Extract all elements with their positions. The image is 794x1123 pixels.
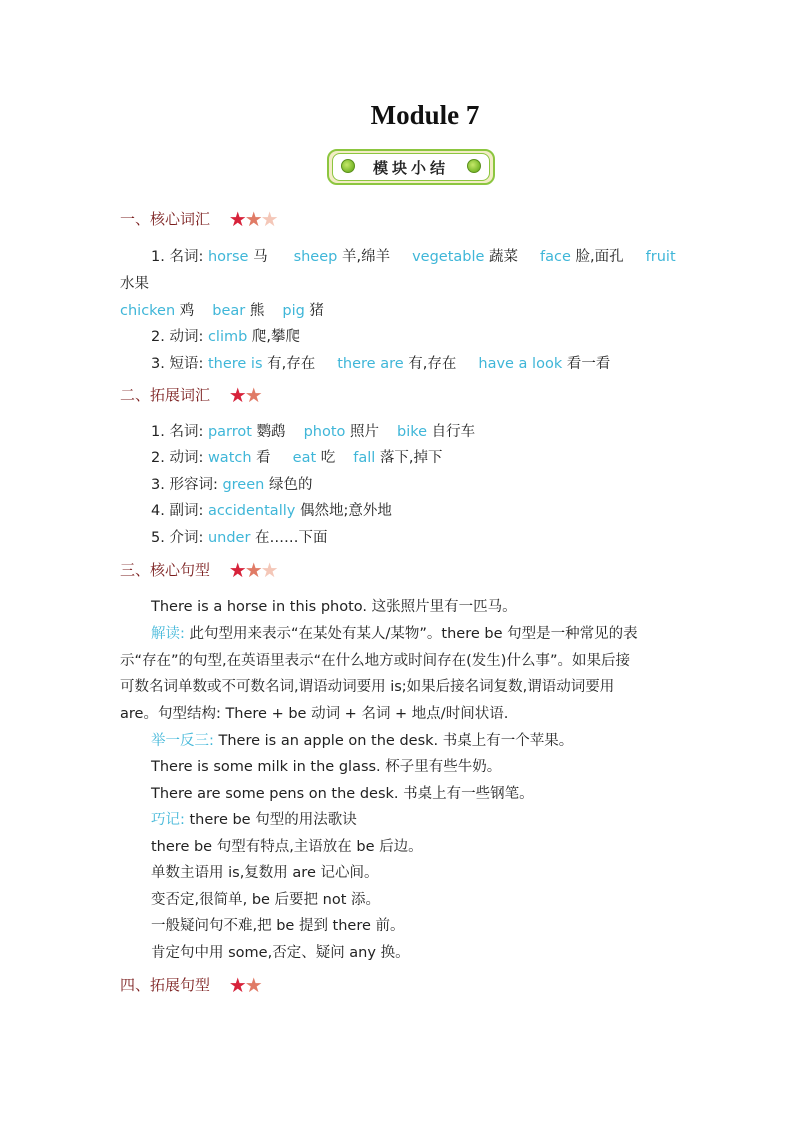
section-label: 二、拓展词汇 (120, 386, 211, 404)
section-heading-ext-vocab (120, 384, 261, 406)
tip-line-2: 单数主语用 is,复数用 are 记心间。 (151, 865, 379, 881)
rating-stars (229, 975, 261, 996)
star-icon: ★ (244, 207, 263, 231)
tip-line-5: 肯定句中用 some,否定、疑问 any 换。 (151, 945, 410, 961)
section-label: 一、核心词汇 (120, 210, 211, 228)
ext-nouns-line: 1. 名词: parrot 鹦鹉 photo 照片 bike 自行车 (151, 424, 476, 440)
core-phrases-line: 3. 短语: there is 有,存在 there are 有,存在 have a look 看一看 (151, 356, 611, 372)
more-example-1: 举一反三: There is an apple on the desk. 书桌上有一个苹果。 (151, 733, 574, 749)
tip-line-3: 变否定,很简单, be 后要把 not 添。 (151, 892, 381, 908)
explanation-line-3: 可数名词单数或不可数名词,谓语动词要用 is;如果后接名词复数,谓语动词要用 (120, 679, 615, 695)
core-nouns-line-2: chicken 鸡 bear 熊 pig 猪 (120, 303, 324, 319)
explanation-line-1: 解读: 此句型用来表示“在某处有某人/某物”。there be 句型是一种常见的表 (151, 626, 638, 642)
ext-verbs-line: 2. 动词: watch 看 eat 吃 fall 落下,掉下 (151, 450, 443, 466)
star-icon: ★ (228, 973, 247, 997)
explanation-line-4: are。句型结构: There + be 动词 + 名词 + 地点/时间状语. (120, 706, 509, 722)
star-icon: ★ (244, 973, 263, 997)
rating-stars (229, 560, 277, 581)
tip-title: 巧记: there be 句型的用法歌诀 (151, 812, 357, 828)
star-icon: ★ (228, 383, 247, 407)
star-icon: ★ (228, 558, 247, 582)
rating-stars (229, 209, 277, 230)
section-heading-ext-sentence (120, 974, 261, 996)
section-banner (327, 149, 497, 187)
section-heading-core-vocab (120, 208, 277, 230)
page-title: Module 7 (370, 100, 480, 130)
ext-adv-line: 4. 副词: accidentally 偶然地;意外地 (151, 503, 392, 519)
core-verbs-line: 2. 动词: climb 爬,攀爬 (151, 329, 301, 345)
star-icon: ★ (260, 558, 279, 582)
tip-line-1: there be 句型有特点,主语放在 be 后边。 (151, 839, 423, 855)
core-nouns-line-cont: 水果 (120, 276, 149, 292)
ext-prep-line: 5. 介词: under 在……下面 (151, 530, 328, 546)
ext-adj-line: 3. 形容词: green 绿色的 (151, 477, 313, 493)
star-icon: ★ (244, 383, 263, 407)
star-icon: ★ (228, 207, 247, 231)
explanation-line-2: 示“存在”的句型,在英语里表示“在什么地方或时间存在(发生)什么事”。如果后接 (120, 653, 630, 669)
tip-line-4: 一般疑问句不难,把 be 提到 there 前。 (151, 918, 405, 934)
more-example-2: There is some milk in the glass. 杯子里有些牛奶。 (151, 759, 502, 775)
star-icon: ★ (244, 558, 263, 582)
star-icon: ★ (260, 207, 279, 231)
example-sentence: There is a horse in this photo. 这张照片里有一匹马。 (151, 599, 517, 615)
rating-stars (229, 385, 261, 406)
more-example-3: There are some pens on the desk. 书桌上有一些钢笔。 (151, 786, 534, 802)
section-label: 三、核心句型 (120, 561, 211, 579)
section-label: 四、拓展句型 (120, 976, 211, 994)
core-nouns-line: 1. 名词: horse 马 sheep 羊,绵羊 vegetable 蔬菜 face 脸,面孔 fruit (151, 249, 676, 265)
banner-label: 模块小结 (372, 159, 449, 177)
section-heading-core-sentence (120, 559, 277, 581)
